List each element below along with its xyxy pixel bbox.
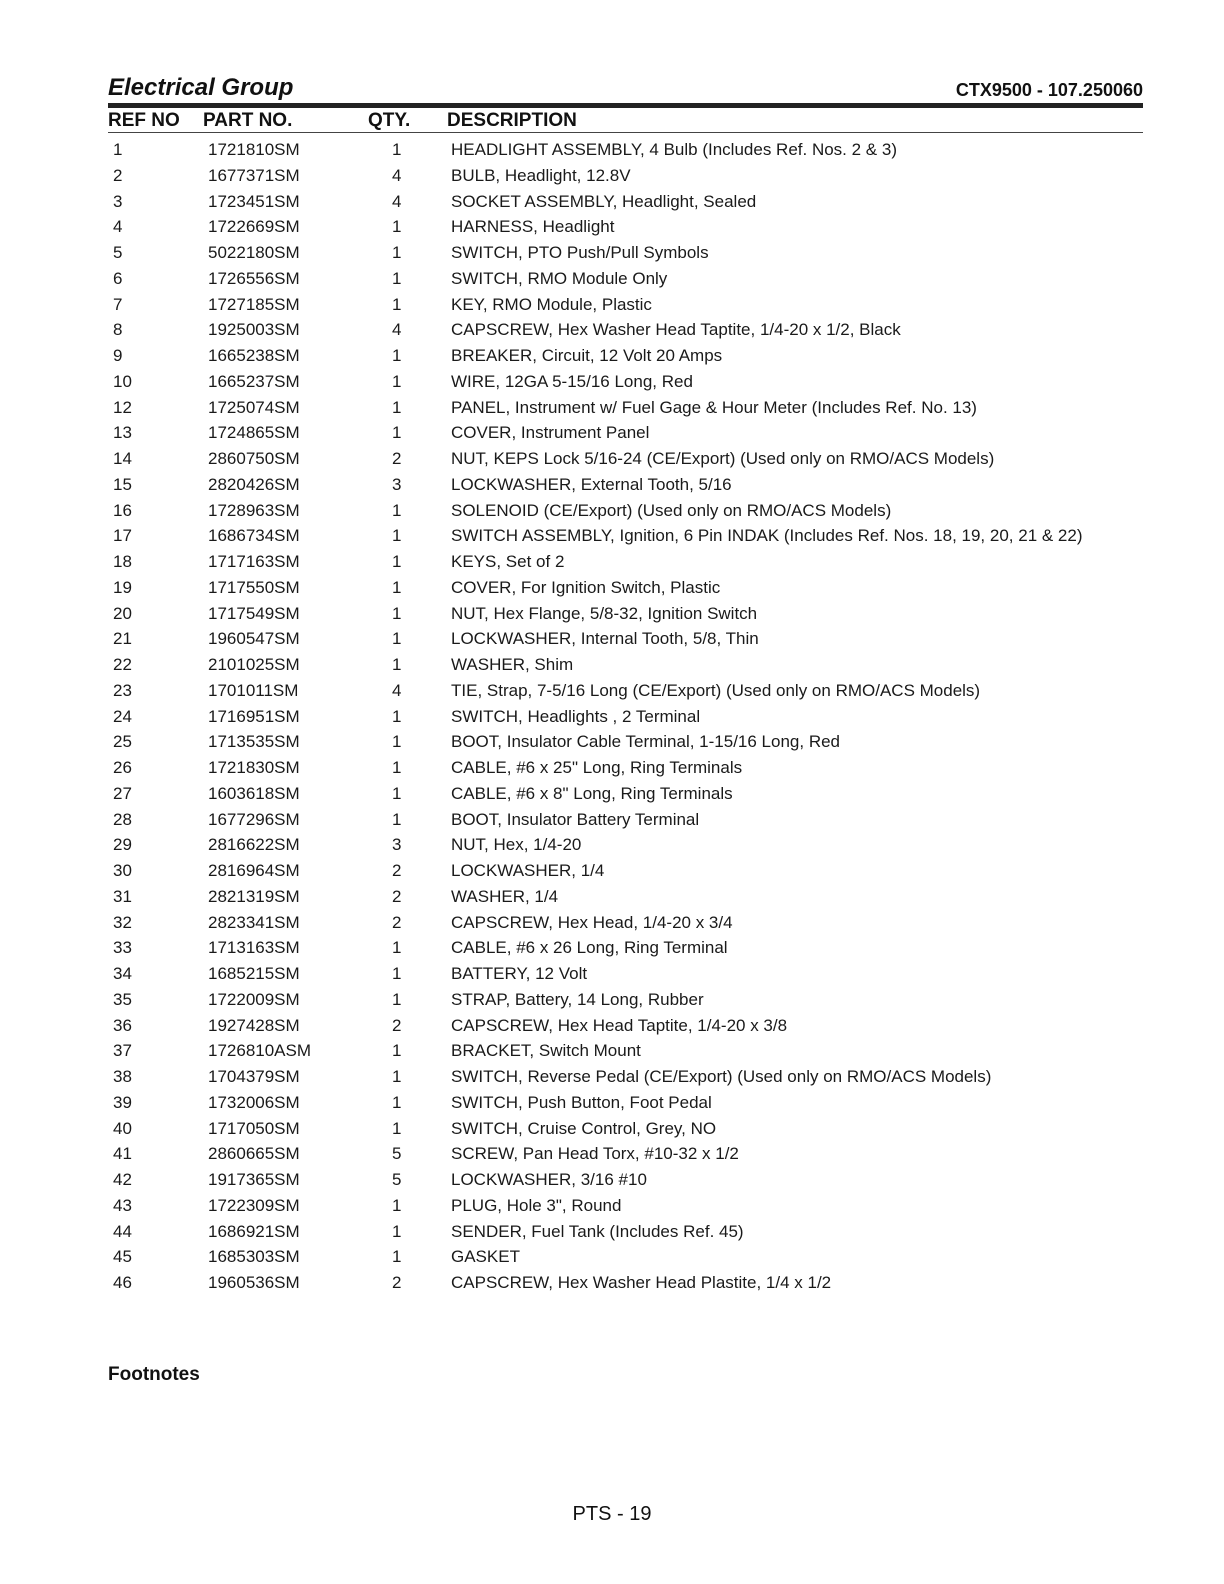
parts-table (108, 137, 1143, 1296)
table-row (108, 1038, 1143, 1064)
qty-cell: 2 (392, 1273, 402, 1292)
ref-no-cell: 13 (113, 423, 132, 443)
ref-no-cell: 23 (113, 680, 132, 700)
description-cell: COVER, Instrument Panel (451, 423, 650, 443)
description-cell: CABLE, #6 x 26 Long, Ring Terminal (451, 938, 728, 958)
part-no-cell: 1701011SM (208, 680, 299, 700)
description-cell: LOCKWASHER, Internal Tooth, 5/8, Thin (451, 629, 759, 649)
ref-no-cell: 24 (113, 706, 132, 726)
ref-no-cell: 15 (113, 474, 132, 494)
ref-no-cell: 3 (113, 191, 123, 211)
description-cell: WASHER, 1/4 (451, 886, 559, 906)
description-cell: KEYS, Set of 2 (451, 552, 565, 571)
qty-cell: 2 (392, 886, 402, 906)
description-cell: SWITCH, Cruise Control, Grey, NO (451, 1118, 717, 1138)
table-row (108, 987, 1143, 1013)
description-cell: CAPSCREW, Hex Head, 1/4-20 x 3/4 (451, 912, 733, 932)
description-cell: GASKET (451, 1247, 520, 1267)
table-row (108, 858, 1143, 884)
description-cell: SWITCH, PTO Push/Pull Symbols (451, 243, 709, 262)
description-cell: BULB, Headlight, 12.8V (451, 165, 631, 185)
part-no-cell: 1677296SM (208, 809, 300, 829)
table-row (108, 1219, 1143, 1245)
description-cell: LOCKWASHER, 1/4 (451, 861, 605, 880)
description-header: DESCRIPTION (447, 110, 577, 131)
ref-no-cell: 42 (113, 1170, 132, 1189)
ref-no-cell: 38 (113, 1067, 132, 1086)
qty-cell: 3 (392, 835, 402, 855)
ref-no-cell: 46 (113, 1273, 132, 1292)
part-no-header: PART NO. (203, 110, 293, 131)
part-no-cell: 1722009SM (208, 989, 300, 1009)
table-row (108, 935, 1143, 961)
ref-no-cell: 12 (113, 397, 132, 417)
part-no-cell: 1726556SM (208, 268, 300, 288)
qty-cell: 1 (392, 346, 402, 365)
description-cell: SWITCH, Reverse Pedal (CE/Export) (Used only on RMO/ACS Models) (451, 1067, 992, 1086)
part-no-cell: 1717050SM (208, 1118, 300, 1138)
description-cell: CABLE, #6 x 25" Long, Ring Terminals (451, 758, 743, 777)
qty-cell: 1 (392, 140, 402, 159)
part-no-cell: 2101025SM (208, 655, 300, 674)
part-no-cell: 2823341SM (208, 912, 300, 932)
qty-cell: 5 (392, 1144, 402, 1164)
table-row (108, 807, 1143, 833)
qty-cell: 1 (392, 655, 402, 674)
part-no-cell: 2821319SM (208, 886, 300, 906)
qty-cell: 2 (392, 912, 402, 932)
part-no-cell: 1713163SM (208, 938, 300, 958)
description-cell: HARNESS, Headlight (451, 217, 615, 237)
table-row (108, 781, 1143, 807)
part-no-cell: 1717549SM (208, 603, 300, 623)
table-row (108, 601, 1143, 627)
footnotes-heading: Footnotes (108, 1364, 200, 1385)
qty-cell: 1 (392, 552, 402, 571)
description-cell: SWITCH, RMO Module Only (451, 268, 668, 288)
part-no-cell: 2820426SM (208, 474, 300, 494)
qty-cell: 1 (392, 1092, 402, 1112)
ref-no-cell: 16 (113, 500, 132, 520)
qty-cell: 1 (392, 964, 402, 983)
table-row (108, 395, 1143, 421)
part-no-cell: 1665238SM (208, 346, 300, 365)
table-row (108, 961, 1143, 987)
description-cell: COVER, For Ignition Switch, Plastic (451, 577, 721, 597)
part-no-cell: 1717163SM (208, 552, 300, 571)
description-cell: CAPSCREW, Hex Head Taptite, 1/4-20 x 3/8 (451, 1015, 788, 1035)
qty-cell: 2 (392, 861, 402, 880)
page-header (108, 74, 1143, 104)
qty-cell: 4 (392, 320, 402, 340)
ref-no-header: REF NO (108, 110, 180, 131)
ref-no-cell: 6 (113, 268, 123, 288)
part-no-cell: 2816964SM (208, 861, 300, 880)
qty-cell: 1 (392, 423, 402, 443)
ref-no-cell: 26 (113, 758, 132, 777)
qty-cell: 1 (392, 371, 402, 391)
ref-no-cell: 45 (113, 1247, 132, 1267)
header-divider (108, 103, 1143, 108)
table-row (108, 317, 1143, 343)
table-header-divider (108, 132, 1143, 133)
qty-cell: 1 (392, 1221, 402, 1241)
ref-no-cell: 5 (113, 243, 123, 262)
table-row (108, 343, 1143, 369)
qty-cell: 1 (392, 500, 402, 520)
ref-no-cell: 7 (113, 294, 123, 314)
ref-no-cell: 32 (113, 912, 132, 932)
description-cell: CAPSCREW, Hex Washer Head Plastite, 1/4 x 1/2 (451, 1273, 832, 1292)
ref-no-cell: 28 (113, 809, 132, 829)
part-no-cell: 1716951SM (208, 706, 300, 726)
ref-no-cell: 41 (113, 1144, 132, 1164)
qty-cell: 1 (392, 268, 402, 288)
qty-cell: 1 (392, 577, 402, 597)
table-row (108, 652, 1143, 678)
ref-no-cell: 40 (113, 1118, 132, 1138)
table-header (108, 110, 1143, 132)
table-row (108, 369, 1143, 395)
description-cell: LOCKWASHER, 3/16 #10 (451, 1170, 647, 1189)
qty-cell: 2 (392, 449, 402, 468)
ref-no-cell: 18 (113, 552, 132, 571)
qty-cell: 1 (392, 294, 402, 314)
part-no-cell: 2860750SM (208, 449, 300, 468)
table-row (108, 1167, 1143, 1193)
part-no-cell: 1721830SM (208, 758, 300, 777)
table-row (108, 1090, 1143, 1116)
table-row (108, 884, 1143, 910)
ref-no-cell: 36 (113, 1015, 132, 1035)
part-no-cell: 1727185SM (208, 294, 300, 314)
part-no-cell: 1717550SM (208, 577, 300, 597)
qty-cell: 1 (392, 758, 402, 777)
ref-no-cell: 34 (113, 964, 132, 983)
description-cell: BOOT, Insulator Cable Terminal, 1-15/16 Long, Red (451, 732, 841, 752)
table-row (108, 446, 1143, 472)
description-cell: SCREW, Pan Head Torx, #10-32 x 1/2 (451, 1144, 739, 1164)
part-no-cell: 2860665SM (208, 1144, 300, 1164)
part-no-cell: 1724865SM (208, 423, 300, 443)
part-no-cell: 1713535SM (208, 732, 300, 752)
table-row (108, 678, 1143, 704)
ref-no-cell: 1 (113, 140, 123, 159)
qty-cell: 1 (392, 1247, 402, 1267)
qty-cell: 1 (392, 1067, 402, 1086)
table-row (108, 1013, 1143, 1039)
ref-no-cell: 9 (113, 346, 123, 365)
description-cell: TIE, Strap, 7-5/16 Long (CE/Export) (Used only on RMO/ACS Models) (451, 680, 981, 700)
section-title: Electrical Group (108, 74, 294, 101)
part-no-cell: 1722669SM (208, 217, 300, 237)
table-row (108, 575, 1143, 601)
description-cell: STRAP, Battery, 14 Long, Rubber (451, 989, 704, 1009)
description-cell: SENDER, Fuel Tank (Includes Ref. 45) (451, 1221, 744, 1241)
description-cell: SWITCH, Push Button, Foot Pedal (451, 1092, 712, 1112)
part-no-cell: 1722309SM (208, 1195, 300, 1215)
qty-cell: 1 (392, 629, 402, 649)
ref-no-cell: 25 (113, 732, 132, 752)
description-cell: NUT, Hex, 1/4-20 (451, 835, 582, 855)
table-row (108, 472, 1143, 498)
part-no-cell: 2816622SM (208, 835, 300, 855)
table-row (108, 214, 1143, 240)
page-number: PTS - 19 (572, 1503, 652, 1525)
ref-no-cell: 33 (113, 938, 132, 958)
part-no-cell: 1726810ASM (208, 1041, 312, 1061)
ref-no-cell: 29 (113, 835, 132, 855)
description-cell: WASHER, Shim (451, 655, 574, 674)
description-cell: PLUG, Hole 3", Round (451, 1195, 622, 1215)
qty-cell: 1 (392, 809, 402, 829)
description-cell: WIRE, 12GA 5-15/16 Long, Red (451, 371, 693, 391)
qty-cell: 1 (392, 603, 402, 623)
description-cell: SOLENOID (CE/Export) (Used only on RMO/ACS Models) (451, 500, 892, 520)
part-no-cell: 1685215SM (208, 964, 300, 983)
qty-cell: 1 (392, 732, 402, 752)
part-no-cell: 1960547SM (208, 629, 300, 649)
description-cell: BREAKER, Circuit, 12 Volt 20 Amps (451, 346, 723, 365)
part-no-cell: 1721810SM (208, 140, 300, 159)
ref-no-cell: 20 (113, 603, 132, 623)
qty-cell: 1 (392, 526, 402, 546)
ref-no-cell: 21 (113, 629, 132, 649)
part-no-cell: 5022180SM (208, 243, 300, 262)
table-row (108, 189, 1143, 215)
ref-no-cell: 30 (113, 861, 132, 880)
qty-cell: 4 (392, 191, 402, 211)
description-cell: BATTERY, 12 Volt (451, 964, 588, 983)
description-cell: SWITCH ASSEMBLY, Ignition, 6 Pin INDAK (Includes Ref. Nos. 18, 19, 20, 21 & 22) (451, 526, 1083, 546)
qty-cell: 1 (392, 1041, 402, 1061)
table-row (108, 240, 1143, 266)
qty-cell: 1 (392, 989, 402, 1009)
ref-no-cell: 27 (113, 783, 132, 803)
table-row (108, 523, 1143, 549)
description-cell: KEY, RMO Module, Plastic (451, 294, 652, 314)
part-no-cell: 1960536SM (208, 1273, 300, 1292)
qty-header: QTY. (368, 110, 411, 131)
ref-no-cell: 19 (113, 577, 132, 597)
table-row (108, 1141, 1143, 1167)
ref-no-cell: 17 (113, 526, 132, 546)
part-no-cell: 1686734SM (208, 526, 300, 546)
part-no-cell: 1723451SM (208, 191, 300, 211)
table-row (108, 292, 1143, 318)
description-cell: NUT, Hex Flange, 5/8-32, Ignition Switch (451, 603, 758, 623)
qty-cell: 1 (392, 397, 402, 417)
table-row (108, 163, 1143, 189)
qty-cell: 4 (392, 165, 402, 185)
table-row (108, 704, 1143, 730)
table-row (108, 910, 1143, 936)
part-no-cell: 1927428SM (208, 1015, 300, 1035)
qty-cell: 5 (392, 1170, 402, 1189)
description-cell: SWITCH, Headlights , 2 Terminal (451, 706, 701, 726)
part-no-cell: 1603618SM (208, 783, 300, 803)
description-cell: LOCKWASHER, External Tooth, 5/16 (451, 474, 732, 494)
part-no-cell: 1728963SM (208, 500, 300, 520)
qty-cell: 1 (392, 938, 402, 958)
table-row (108, 1270, 1143, 1296)
qty-cell: 1 (392, 706, 402, 726)
description-cell: HEADLIGHT ASSEMBLY, 4 Bulb (Includes Ref. Nos. 2 & 3) (451, 140, 897, 159)
description-cell: BRACKET, Switch Mount (451, 1041, 641, 1061)
table-row (108, 832, 1143, 858)
ref-no-cell: 31 (113, 886, 132, 906)
ref-no-cell: 14 (113, 449, 132, 468)
ref-no-cell: 37 (113, 1041, 132, 1061)
description-cell: CABLE, #6 x 8" Long, Ring Terminals (451, 783, 733, 803)
ref-no-cell: 39 (113, 1092, 132, 1112)
model-id: CTX9500 - 107.250060 (955, 80, 1143, 100)
qty-cell: 1 (392, 1195, 402, 1215)
part-no-cell: 1665237SM (208, 371, 300, 391)
ref-no-cell: 4 (113, 217, 123, 237)
ref-no-cell: 43 (113, 1195, 132, 1215)
qty-cell: 3 (392, 474, 402, 494)
table-row (108, 1116, 1143, 1142)
part-no-cell: 1925003SM (208, 320, 300, 340)
part-no-cell: 1677371SM (208, 165, 300, 185)
ref-no-cell: 2 (113, 165, 123, 185)
qty-cell: 4 (392, 680, 402, 700)
table-row (108, 1244, 1143, 1270)
description-cell: BOOT, Insulator Battery Terminal (451, 809, 700, 829)
description-cell: NUT, KEPS Lock 5/16-24 (CE/Export) (Used only on RMO/ACS Models) (451, 449, 995, 468)
description-cell: CAPSCREW, Hex Washer Head Taptite, 1/4-20 x 1/2, Black (451, 320, 901, 340)
table-row (108, 755, 1143, 781)
description-cell: SOCKET ASSEMBLY, Headlight, Sealed (451, 191, 757, 211)
table-row (108, 1193, 1143, 1219)
table-row (108, 266, 1143, 292)
qty-cell: 1 (392, 783, 402, 803)
table-row (108, 549, 1143, 575)
table-row (108, 420, 1143, 446)
description-cell: PANEL, Instrument w/ Fuel Gage & Hour Meter (Includes Ref. No. 13) (451, 397, 977, 417)
table-row (108, 498, 1143, 524)
table-row (108, 729, 1143, 755)
table-row (108, 1064, 1143, 1090)
qty-cell: 1 (392, 217, 402, 237)
qty-cell: 1 (392, 1118, 402, 1138)
part-no-cell: 1725074SM (208, 397, 300, 417)
ref-no-cell: 10 (113, 371, 132, 391)
ref-no-cell: 35 (113, 989, 132, 1009)
ref-no-cell: 22 (113, 655, 132, 674)
table-row (108, 626, 1143, 652)
part-no-cell: 1732006SM (208, 1092, 300, 1112)
part-no-cell: 1686921SM (208, 1221, 300, 1241)
qty-cell: 2 (392, 1015, 402, 1035)
ref-no-cell: 8 (113, 320, 123, 340)
part-no-cell: 1685303SM (208, 1247, 300, 1267)
ref-no-cell: 44 (113, 1221, 132, 1241)
qty-cell: 1 (392, 243, 402, 262)
part-no-cell: 1704379SM (208, 1067, 300, 1086)
part-no-cell: 1917365SM (208, 1170, 300, 1189)
table-row (108, 137, 1143, 163)
